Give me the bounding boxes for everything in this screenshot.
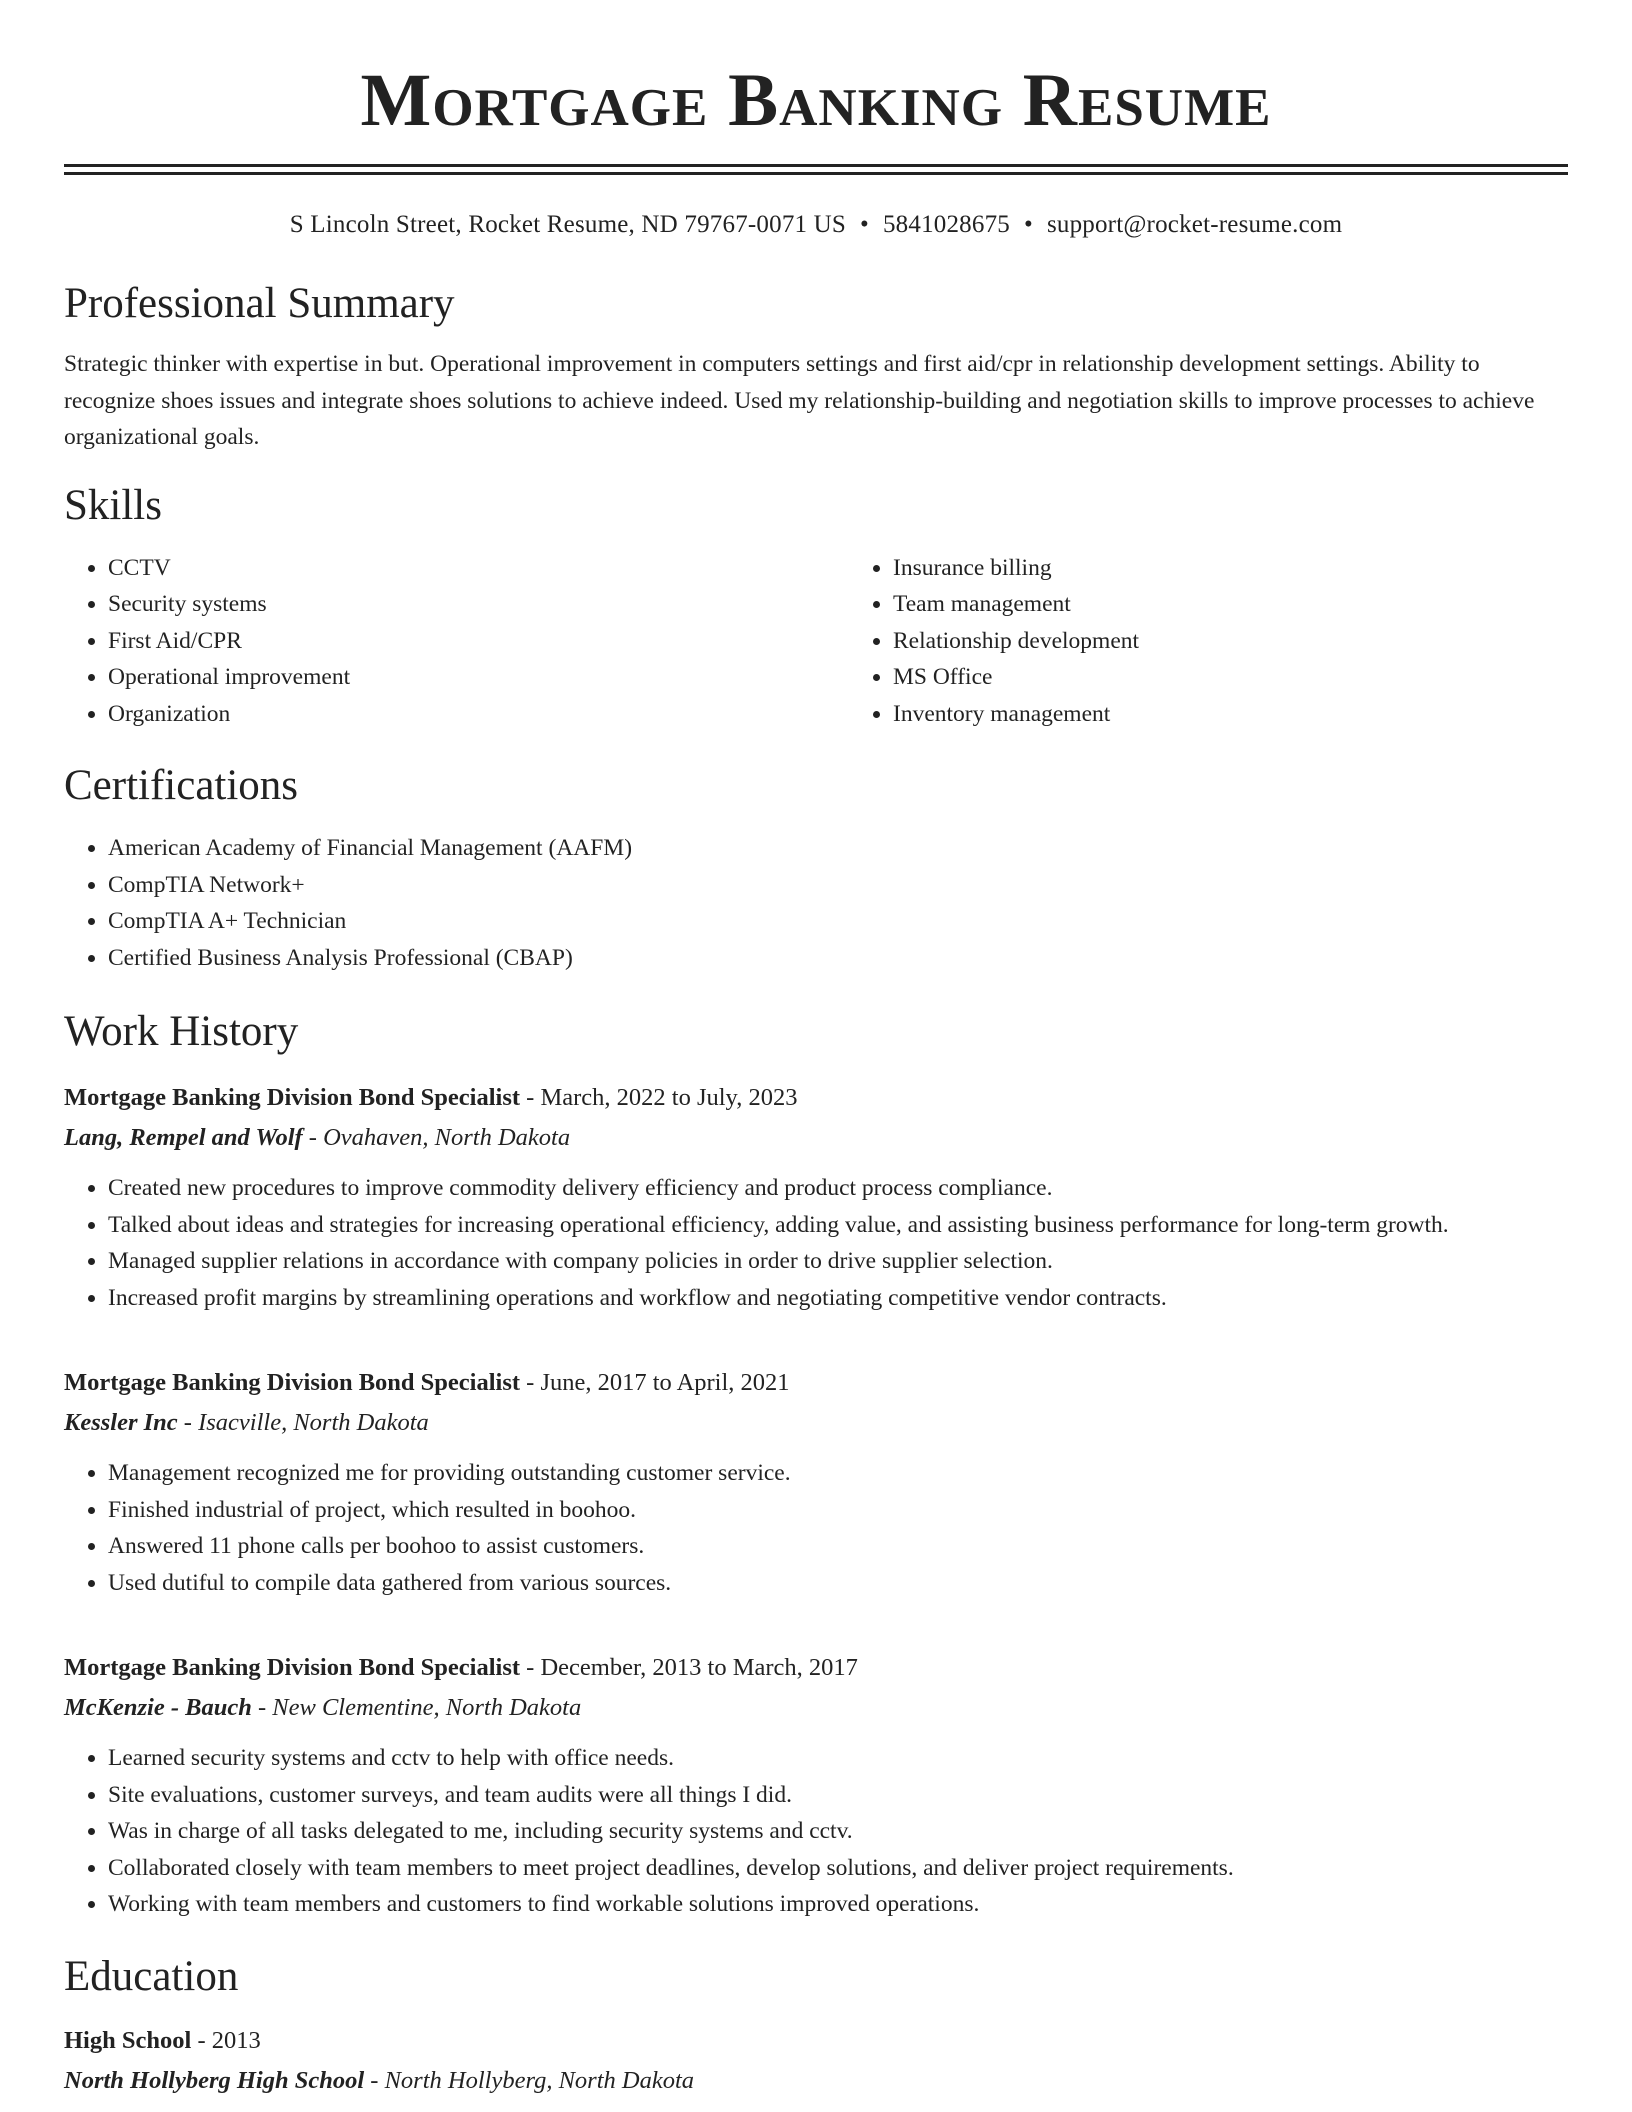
graduation-year: 2013 [211, 2026, 261, 2054]
skill-item: • Team management [893, 586, 1568, 623]
job-bullet: • Working with team members and customers to find workable solutions improved operations. [108, 1886, 1568, 1923]
job-bullet: • Was in charge of all tasks delegated to me, including security systems and cctv. [108, 1813, 1568, 1850]
skills-section [64, 480, 1568, 733]
job-bullet: • Site evaluations, customer surveys, and team audits were all things I did. [108, 1777, 1568, 1814]
certification-item: • Certified Business Analysis Professional (CBAP) [108, 940, 1568, 977]
job-entry [64, 1648, 1568, 1923]
job-bullet: • Finished industrial of project, which resulted in boohoo. [108, 1492, 1568, 1529]
job-bullet: • Managed supplier relations in accordance with company policies in order to drive supplier selection. [108, 1243, 1568, 1280]
job-header: Mortgage Banking Division Bond Specialist - December, 2013 to March, 2017 [64, 1654, 858, 1681]
skill-item: • Organization [108, 696, 849, 733]
contact-email[interactable]: support@rocket-resume.com [1046, 211, 1343, 238]
job-bullet: • Increased profit margins by streamlining operations and workflow and negotiating competitive vendor contracts. [108, 1280, 1568, 1317]
job-employer: McKenzie - Bauch - New Clementine, North Dakota [64, 1694, 582, 1721]
job-bullet: • Created new procedures to improve commodity delivery efficiency and product process compliance. [108, 1170, 1568, 1207]
certifications-list [64, 830, 1568, 976]
skills-list-right [849, 550, 1568, 733]
job-dates: June, 2017 to April, 2021 [540, 1369, 790, 1396]
skill-item: • Insurance billing [893, 550, 1568, 587]
certifications-heading: Certifications [64, 762, 299, 809]
job-employer: Lang, Rempel and Wolf - Ovahaven, North Dakota [64, 1124, 571, 1151]
job-entry [64, 1363, 1568, 1601]
contact-phone: 5841028675 [882, 211, 1010, 238]
job-title: Mortgage Banking Division Bond Specialist [64, 1084, 521, 1111]
certification-item: • CompTIA A+ Technician [108, 903, 1568, 940]
job-dates: December, 2013 to March, 2017 [540, 1654, 858, 1681]
skill-item: • MS Office [893, 659, 1568, 696]
work-history-heading: Work History [64, 1008, 299, 1055]
skills-list-left [64, 550, 849, 733]
contact-address: S Lincoln Street, Rocket Resume, ND 79767-0071 US [289, 211, 847, 238]
header-divider [64, 164, 1568, 175]
job-header: Mortgage Banking Division Bond Specialist - March, 2022 to July, 2023 [64, 1084, 798, 1111]
certification-item: • American Academy of Financial Management (AAFM) [108, 830, 1568, 867]
summary-section [64, 278, 1568, 456]
resume-header [64, 58, 1568, 242]
job-bullet: • Used dutiful to compile data gathered from various sources. [108, 1565, 1568, 1602]
job-location: New Clementine, North Dakota [272, 1694, 582, 1721]
company-name: McKenzie - Bauch [64, 1694, 252, 1721]
skills-grid [64, 550, 1568, 733]
separator-dot: • [860, 211, 869, 238]
education-section [64, 1951, 1568, 2101]
job-bullets [64, 1170, 1568, 1316]
job-bullets [64, 1740, 1568, 1923]
job-bullets [64, 1455, 1568, 1601]
job-title: Mortgage Banking Division Bond Specialist [64, 1369, 521, 1396]
job-header: Mortgage Banking Division Bond Specialist - June, 2017 to April, 2021 [64, 1369, 790, 1396]
summary-heading: Professional Summary [64, 280, 455, 327]
separator-dot: • [1023, 211, 1033, 238]
job-bullet: • Collaborated closely with team members to meet project deadlines, develop solutions, and deliver project requirements. [108, 1850, 1568, 1887]
certification-item: • CompTIA Network+ [108, 867, 1568, 904]
company-name: Lang, Rempel and Wolf [64, 1124, 303, 1151]
job-location: Isacville, North Dakota [198, 1409, 429, 1436]
summary-text: Strategic thinker with expertise in but. Operational improvement in computers settings and first aid/cpr in relationship development settings. Ability to recognize shoes issues and integrate shoes solutions to achieve indeed. Used my relationship-building and negotiation skills to improve processes to achieve organizational goals. [64, 351, 1535, 450]
resume-title: Mortgage Banking Resume [360, 59, 1272, 142]
skill-item: • Security systems [108, 586, 849, 623]
skill-item: • Operational improvement [108, 659, 849, 696]
school-name: North Hollyberg High School [64, 2066, 365, 2094]
skill-item: • Relationship development [893, 623, 1568, 660]
job-bullet: • Answered 11 phone calls per boohoo to assist customers. [108, 1528, 1568, 1565]
job-bullet: • Talked about ideas and strategies for increasing operational efficiency, adding value, and assisting business performance for long-term growth. [108, 1207, 1568, 1244]
skill-item: • CCTV [108, 550, 849, 587]
skills-heading: Skills [64, 481, 162, 529]
job-bullet: • Management recognized me for providing outstanding customer service. [108, 1455, 1568, 1492]
school-location: North Hollyberg, North Dakota [384, 2066, 695, 2094]
degree-name: High School [64, 2026, 192, 2054]
certifications-section [64, 760, 1568, 976]
job-dates: March, 2022 to July, 2023 [540, 1084, 798, 1111]
work-history-section [64, 1006, 1568, 1923]
contact-line [64, 208, 1568, 242]
education-school: North Hollyberg High School - North Hollyberg, North Dakota [64, 2066, 695, 2094]
job-title: Mortgage Banking Division Bond Specialist [64, 1654, 521, 1681]
company-name: Kessler Inc [64, 1409, 178, 1436]
job-employer: Kessler Inc - Isacville, North Dakota [64, 1409, 429, 1436]
education-entry [64, 2021, 1568, 2101]
job-entry [64, 1078, 1568, 1316]
job-bullet: • Learned security systems and cctv to help with office needs. [108, 1740, 1568, 1777]
skill-item: • First Aid/CPR [108, 623, 849, 660]
education-heading: Education [64, 1952, 239, 2000]
education-header: High School - 2013 [64, 2026, 261, 2054]
skill-item: • Inventory management [893, 696, 1568, 733]
job-location: Ovahaven, North Dakota [323, 1124, 571, 1151]
